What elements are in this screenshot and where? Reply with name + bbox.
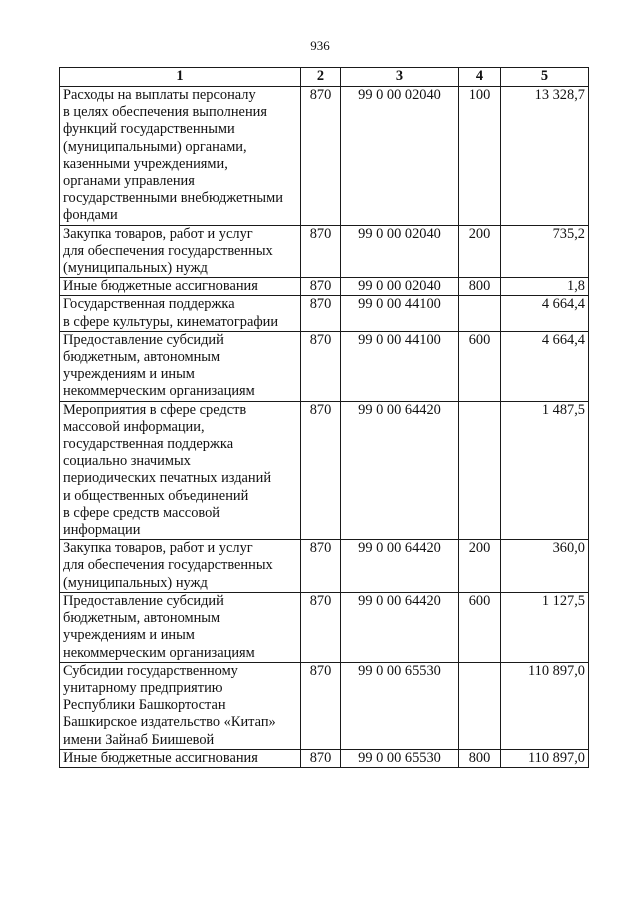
cell-code: 870	[301, 331, 341, 401]
column-header-4: 4	[459, 68, 501, 87]
cell-code: 870	[301, 749, 341, 767]
cell-code: 870	[301, 225, 341, 278]
cell-article: 99 0 00 64420	[341, 401, 459, 540]
table-row	[60, 592, 589, 662]
cell-code: 870	[301, 592, 341, 662]
cell-article: 99 0 00 65530	[341, 662, 459, 749]
cell-name: Закупка товаров, работ и услуг для обеспечения государственных (муниципальных) нужд	[60, 225, 301, 278]
cell-code: 870	[301, 296, 341, 331]
cell-amount: 13 328,7	[501, 87, 589, 226]
table-body	[60, 87, 589, 768]
cell-type	[459, 662, 501, 749]
table-row	[60, 87, 589, 226]
cell-name: Расходы на выплаты персоналу в целях обеспечения выполнения функций государственными (муниципальными) органами, казенными учреждениями, органами управления государственными внебюджетными фондами	[60, 87, 301, 226]
cell-type: 600	[459, 592, 501, 662]
cell-code: 870	[301, 278, 341, 296]
table-row	[60, 225, 589, 278]
cell-amount: 110 897,0	[501, 749, 589, 767]
cell-article: 99 0 00 65530	[341, 749, 459, 767]
page-number: 936	[310, 38, 330, 53]
cell-name: Субсидии государственному унитарному предприятию Республики Башкортостан Башкирское издательство «Китап» имени Зайнаб Биишевой	[60, 662, 301, 749]
cell-amount: 4 664,4	[501, 331, 589, 401]
table-row	[60, 296, 589, 331]
cell-article: 99 0 00 44100	[341, 296, 459, 331]
table-row	[60, 540, 589, 593]
cell-amount: 110 897,0	[501, 662, 589, 749]
budget-table	[59, 67, 589, 768]
cell-amount: 4 664,4	[501, 296, 589, 331]
cell-type	[459, 296, 501, 331]
table-row	[60, 749, 589, 767]
column-header-3: 3	[341, 68, 459, 87]
cell-article: 99 0 00 64420	[341, 540, 459, 593]
cell-amount: 735,2	[501, 225, 589, 278]
cell-article: 99 0 00 02040	[341, 87, 459, 226]
cell-amount: 1 487,5	[501, 401, 589, 540]
cell-name: Предоставление субсидий бюджетным, автономным учреждениям и иным некоммерческим организациям	[60, 331, 301, 401]
cell-amount: 1,8	[501, 278, 589, 296]
column-header-1: 1	[60, 68, 301, 87]
column-header-2: 2	[301, 68, 341, 87]
cell-article: 99 0 00 02040	[341, 225, 459, 278]
cell-article: 99 0 00 02040	[341, 278, 459, 296]
cell-amount: 360,0	[501, 540, 589, 593]
cell-name: Закупка товаров, работ и услуг для обеспечения государственных (муниципальных) нужд	[60, 540, 301, 593]
table-row	[60, 401, 589, 540]
cell-name: Предоставление субсидий бюджетным, автономным учреждениям и иным некоммерческим организациям	[60, 592, 301, 662]
cell-article: 99 0 00 64420	[341, 592, 459, 662]
cell-name: Иные бюджетные ассигнования	[60, 278, 301, 296]
cell-type: 800	[459, 749, 501, 767]
cell-name: Государственная поддержка в сфере культуры, кинематографии	[60, 296, 301, 331]
cell-code: 870	[301, 401, 341, 540]
table-row	[60, 331, 589, 401]
cell-type: 100	[459, 87, 501, 226]
cell-type	[459, 401, 501, 540]
column-header-5: 5	[501, 68, 589, 87]
cell-amount: 1 127,5	[501, 592, 589, 662]
cell-type: 200	[459, 540, 501, 593]
cell-code: 870	[301, 662, 341, 749]
cell-name: Мероприятия в сфере средств массовой информации, государственная поддержка социально значимых периодических печатных изданий и общественных объединений в сфере средств массовой информации	[60, 401, 301, 540]
table-row	[60, 278, 589, 296]
cell-type: 800	[459, 278, 501, 296]
cell-name: Иные бюджетные ассигнования	[60, 749, 301, 767]
cell-code: 870	[301, 87, 341, 226]
cell-code: 870	[301, 540, 341, 593]
table-row	[60, 662, 589, 749]
table-header	[60, 68, 589, 87]
header-row	[60, 68, 589, 87]
cell-type: 600	[459, 331, 501, 401]
cell-article: 99 0 00 44100	[341, 331, 459, 401]
cell-type: 200	[459, 225, 501, 278]
